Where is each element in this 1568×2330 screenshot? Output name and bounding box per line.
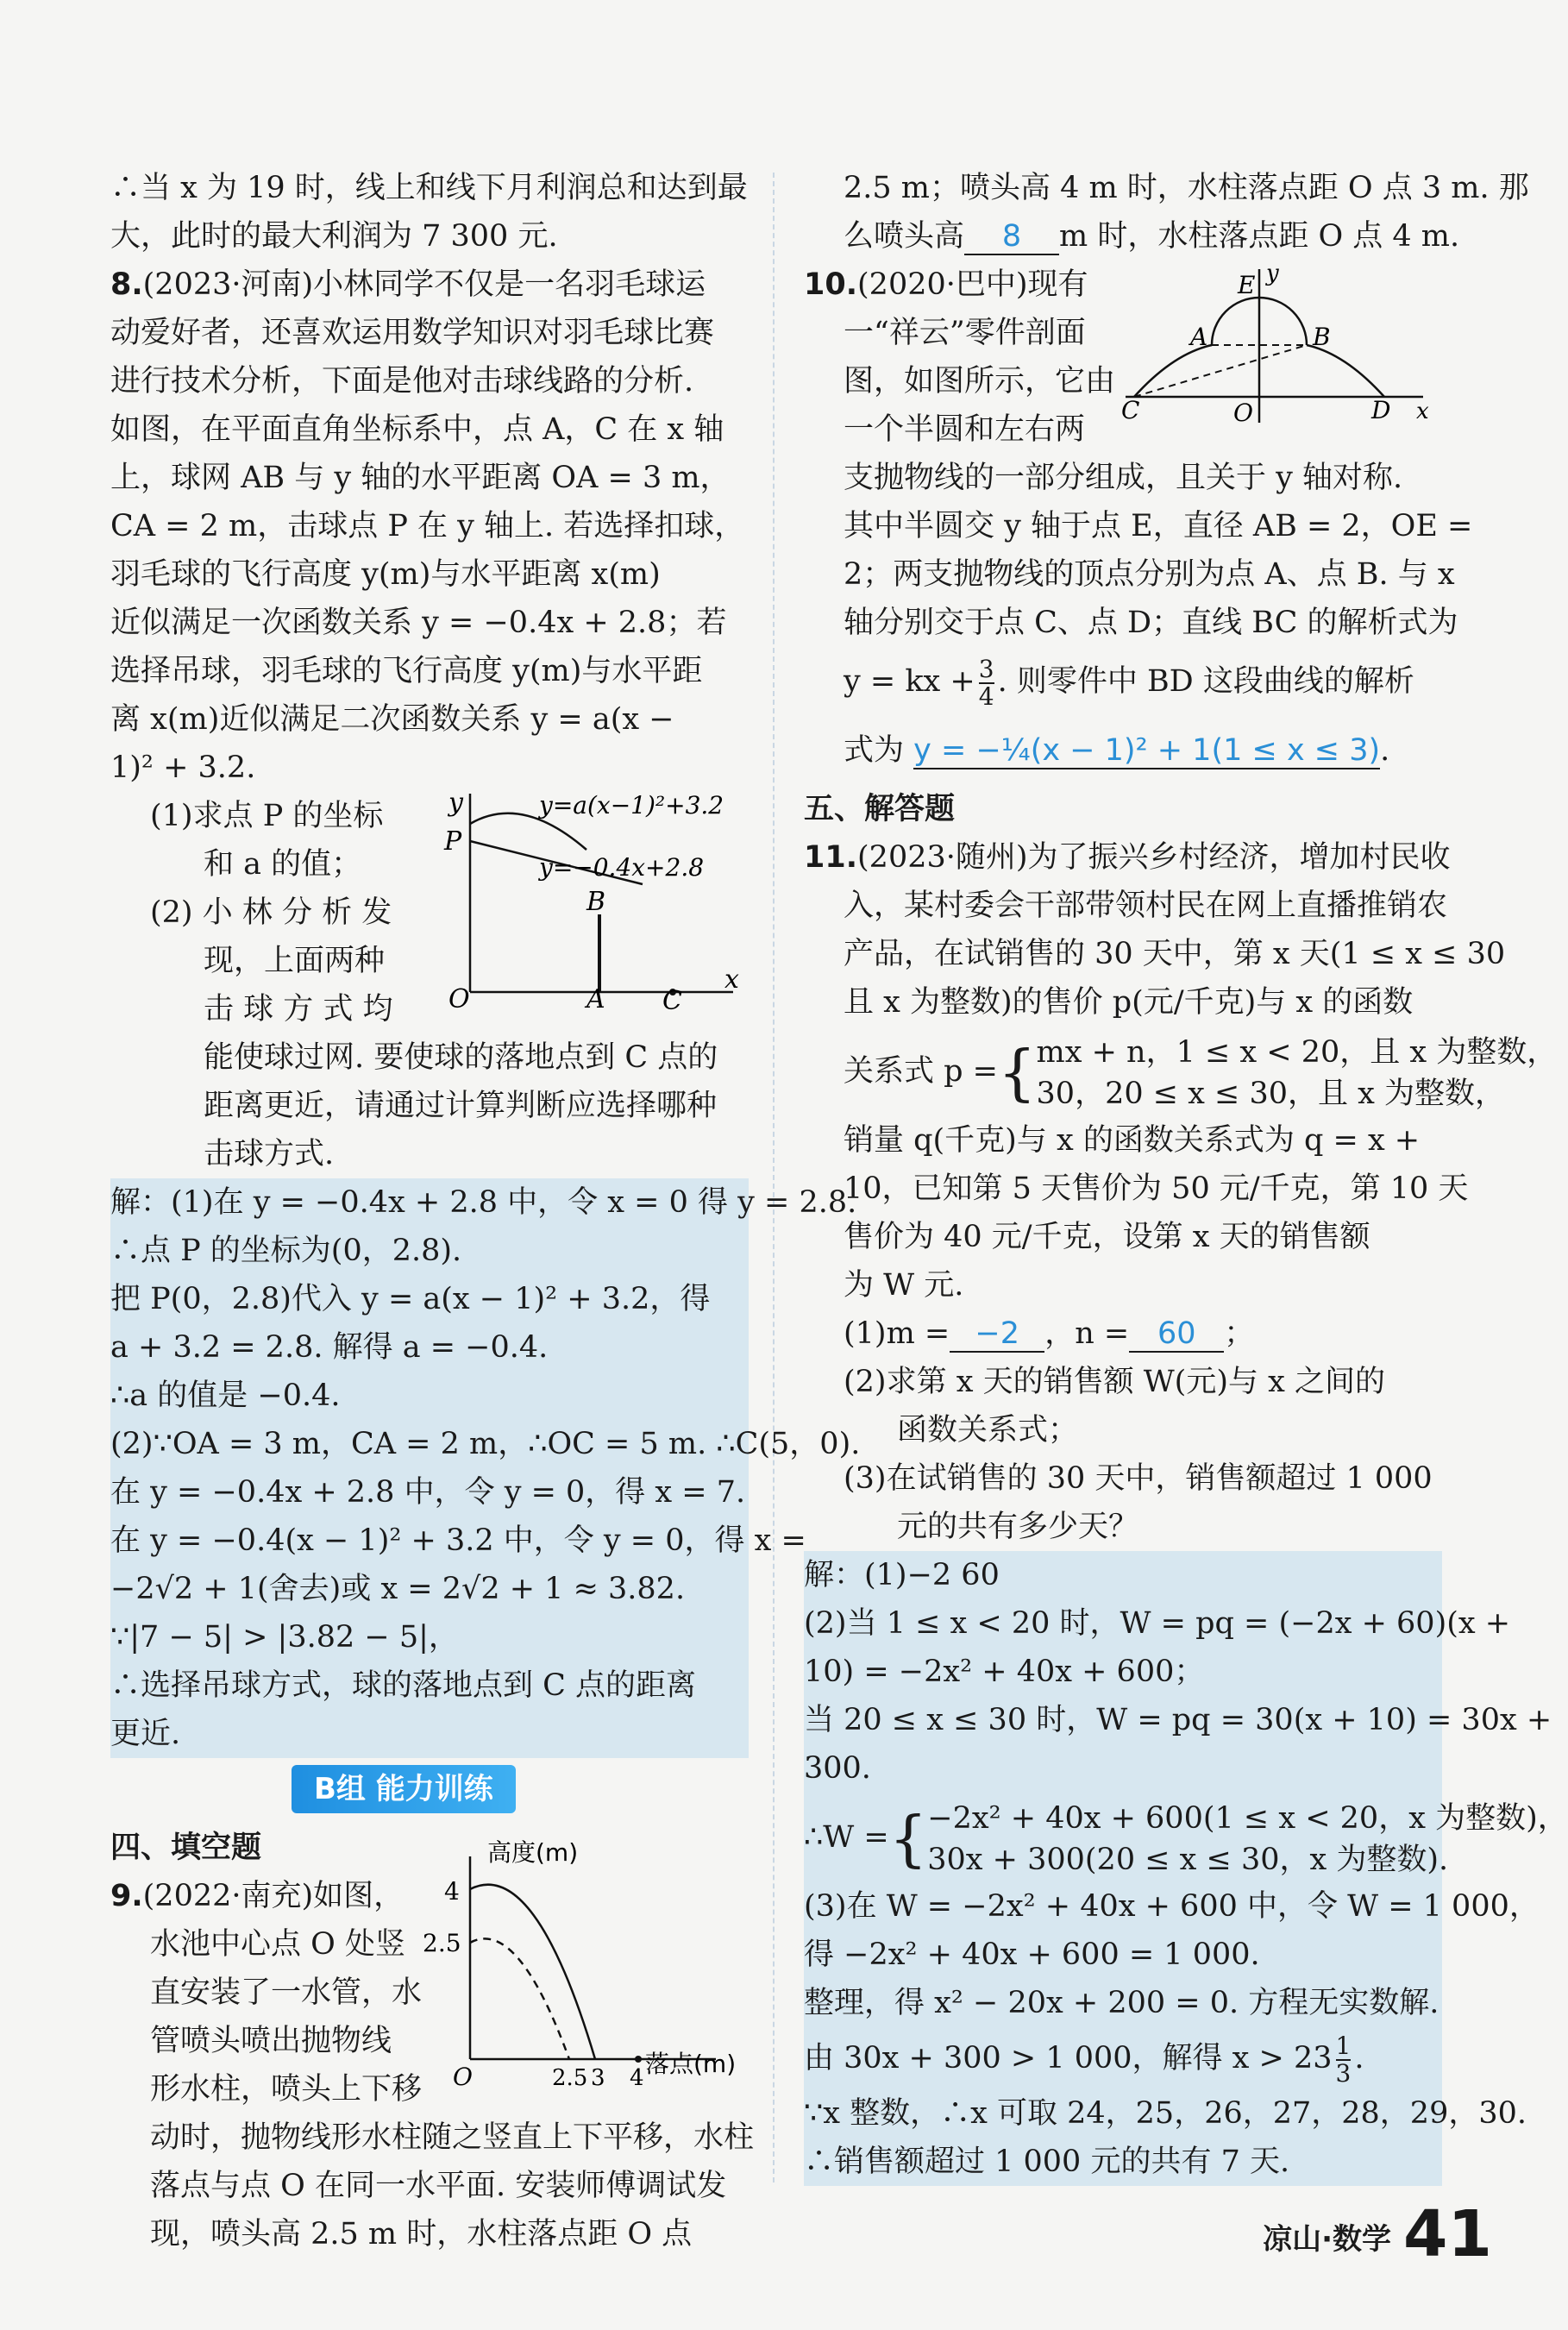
solution-line: 当 20 ≤ x ≤ 30 时，W = pq = 30(x + 10) = 30x + bbox=[804, 1703, 1552, 1737]
q8-line: CA = 2 m，击球点 P 在 y 轴上. 若选择扣球， bbox=[110, 509, 745, 543]
q8-part: 距离更近，请通过计算判断应选择哪种 bbox=[204, 1089, 718, 1123]
x-tick-3: 3 bbox=[591, 2065, 605, 2091]
q11-line: (2023·随州)为了振兴乡村经济，增加村民收 bbox=[857, 840, 1451, 875]
q11-text: ，n = bbox=[1044, 1316, 1130, 1351]
section-banner: B组 能力训练 bbox=[292, 1765, 516, 1813]
q8-line: 动爱好者，还喜欢运用数学知识对羽毛球比赛 bbox=[110, 316, 715, 350]
q9-line: 管喷头喷出抛物线 bbox=[150, 2024, 392, 2058]
solid-parabola bbox=[470, 1885, 595, 2059]
solution-line: (3)在 W = −2x² + 40x + 600 中，令 W = 1 000， bbox=[804, 1889, 1540, 1924]
q10-line: 2；两支抛物线的顶点分别为点 A、点 B. 与 x bbox=[844, 557, 1455, 592]
page-number: 41 bbox=[1403, 2197, 1492, 2271]
question-number: 11. bbox=[804, 840, 858, 875]
right-column bbox=[804, 164, 1568, 2186]
q9-cont-text: 么喷头高 bbox=[844, 219, 965, 254]
point-d-label: D bbox=[1371, 396, 1391, 424]
origin-label: O bbox=[448, 984, 470, 1014]
q11-line: 产品，在试销售的 30 天中，第 x 天(1 ≤ x ≤ 30 bbox=[844, 937, 1506, 971]
fraction-numerator: 3 bbox=[978, 654, 994, 683]
answer-m: −2 bbox=[950, 1316, 1044, 1353]
q8-line: (2023·河南)小林同学不仅是一名羽毛球运 bbox=[142, 267, 706, 302]
q10-figure bbox=[1113, 259, 1440, 431]
q9-figure bbox=[423, 1839, 742, 2089]
origin-label: O bbox=[453, 2063, 473, 2091]
q8-line: 上，球网 AB 与 y 轴的水平距离 OA = 3 m， bbox=[110, 461, 731, 495]
intro-line: 大，此时的最大利润为 7 300 元. bbox=[110, 219, 558, 254]
fraction-numerator: 1 bbox=[1335, 2031, 1352, 2060]
q11-line: 销量 q(千克)与 x 的函数关系式为 q = x + bbox=[844, 1123, 1421, 1158]
x-tick-4: 4 bbox=[630, 2065, 644, 2091]
solution-text: . bbox=[1354, 2041, 1364, 2076]
solution-line: ∵|7 − 5| > |3.82 − 5|， bbox=[110, 1620, 459, 1655]
q10-text: y = kx + bbox=[844, 664, 975, 699]
x-label: x bbox=[724, 964, 739, 995]
brace: { bbox=[997, 1037, 1037, 1108]
q11-line: 为 W 元. bbox=[844, 1268, 964, 1303]
solution-line: (2)∵OA = 3 m，CA = 2 m，∴OC = 5 m. ∴C(5，0). bbox=[110, 1427, 861, 1461]
case-line: 30，20 ≤ x ≤ 30，且 x 为整数， bbox=[1036, 1076, 1506, 1111]
fraction-denominator: 3 bbox=[1335, 2058, 1352, 2088]
q8-line: 近似满足一次函数关系 y = −0.4x + 2.8；若 bbox=[110, 606, 727, 640]
solution-line: a + 3.2 = 2.8. 解得 a = −0.4. bbox=[110, 1330, 549, 1365]
q8-line: 1)² + 3.2. bbox=[110, 750, 256, 785]
q9-line: 落点与点 O 在同一水平面. 安装师傅调试发 bbox=[150, 2169, 727, 2203]
q11-line: 入，某村委会干部带领村民在网上直播推销农 bbox=[844, 889, 1448, 923]
brace: { bbox=[888, 1803, 928, 1875]
q11-part: (2)求第 x 天的销售额 W(元)与 x 之间的 bbox=[844, 1365, 1385, 1399]
solution-line: 解：(1)−2 60 bbox=[804, 1558, 1000, 1592]
q8-part: 能使球过网. 要使球的落地点到 C 点的 bbox=[204, 1040, 718, 1075]
solution-line: ∴点 P 的坐标为(0，2.8). bbox=[110, 1234, 462, 1268]
q11-line: 且 x 为整数)的售价 p(元/千克)与 x 的函数 bbox=[844, 985, 1414, 1020]
solution-line: 把 P(0，2.8)代入 y = a(x − 1)² + 3.2，得 bbox=[110, 1282, 711, 1316]
q8-part: (2) 小 林 分 析 发 bbox=[150, 895, 392, 930]
q8-line: 羽毛球的飞行高度 y(m)与水平距离 x(m) bbox=[110, 557, 661, 592]
case-line: mx + n，1 ≤ x < 20，且 x 为整数， bbox=[1036, 1034, 1558, 1070]
solution-line: 得 −2x² + 40x + 600 = 1 000. bbox=[804, 1937, 1260, 1972]
q11-text: 关系式 p = bbox=[844, 1054, 998, 1089]
column-divider bbox=[773, 173, 775, 2182]
intro-line: ∴当 x 为 19 时，线上和线下月利润总和达到最 bbox=[110, 171, 748, 205]
right-parabola bbox=[1307, 345, 1384, 397]
case-line: 30x + 300(20 ≤ x ≤ 30，x 为整数). bbox=[927, 1842, 1449, 1877]
q8-figure bbox=[414, 776, 742, 1016]
piecewise bbox=[927, 1798, 1567, 1881]
solution-line: 解：(1)在 y = −0.4x + 2.8 中，令 x = 0 得 y = 2.8. bbox=[110, 1185, 857, 1220]
q8-solution bbox=[110, 1178, 861, 1758]
solution-line: ∴选择吊球方式，球的落地点到 C 点的距离 bbox=[110, 1668, 697, 1703]
q11-text: (1)m = bbox=[844, 1316, 950, 1351]
question-number: 8. bbox=[110, 267, 143, 302]
solution-line: ∵x 整数，∴x 可取 24，25，26，27，28，29，30. bbox=[804, 2096, 1527, 2131]
q10-line: (2020·巴中)现有 bbox=[857, 267, 1088, 302]
point-c-label: C bbox=[1121, 396, 1140, 424]
y-tick-2-5: 2.5 bbox=[423, 1929, 461, 1957]
q8-part: 和 a 的值； bbox=[204, 847, 362, 882]
line-equation: y=−0.4x+2.8 bbox=[539, 853, 705, 882]
solution-line: 在 y = −0.4x + 2.8 中，令 y = 0，得 x = 7. bbox=[110, 1475, 746, 1510]
q11-part: 函数关系式； bbox=[897, 1413, 1079, 1448]
point-b-label: B bbox=[586, 887, 606, 917]
solution-line: ∴销售额超过 1 000 元的共有 7 天. bbox=[804, 2145, 1290, 2179]
point-a-label: A bbox=[1190, 323, 1208, 351]
q10-line: 轴分别交于点 C、点 D；直线 BC 的解析式为 bbox=[844, 606, 1458, 640]
q11-line: 售价为 40 元/千克，设第 x 天的销售额 bbox=[844, 1220, 1370, 1254]
section-heading: 五、解答题 bbox=[804, 792, 956, 826]
y-label: y bbox=[448, 788, 463, 818]
q9-line: (2022·南充)如图， bbox=[142, 1879, 405, 1913]
answer-n: 60 bbox=[1129, 1316, 1224, 1353]
point-a-label: A bbox=[586, 984, 605, 1014]
y-label: y bbox=[1266, 261, 1279, 286]
fraction bbox=[1336, 2033, 1352, 2087]
x-tick-2-5: 2.5 bbox=[552, 2065, 588, 2091]
question-number: 10. bbox=[804, 267, 858, 302]
q9-line: 形水柱，喷头上下移 bbox=[150, 2072, 423, 2107]
q9-cont-text: m 时，水柱落点距 O 点 4 m. bbox=[1059, 219, 1460, 254]
q10-text: . 则零件中 BD 这段曲线的解析 bbox=[997, 664, 1414, 699]
solution-line: (2)当 1 ≤ x < 20 时，W = pq = (−2x + 60)(x + bbox=[804, 1606, 1511, 1641]
solution-line: 300. bbox=[804, 1751, 871, 1786]
piecewise bbox=[1037, 1032, 1558, 1115]
q8-line: 如图，在平面直角坐标系中，点 A，C 在 x 轴 bbox=[110, 412, 724, 447]
page-footer bbox=[1263, 2197, 1492, 2271]
q10-line: 一“祥云”零件剖面 bbox=[844, 316, 1086, 350]
y-tick-4: 4 bbox=[444, 1877, 460, 1906]
solution-line: ∴a 的值是 −0.4. bbox=[110, 1379, 341, 1413]
q8-part: 现，上面两种 bbox=[204, 944, 386, 978]
x-axis-label: 落点(m) bbox=[645, 2050, 737, 2078]
point-e-label: E bbox=[1238, 271, 1256, 299]
q9-answer: 8 bbox=[964, 219, 1059, 255]
q10-line: 图，如图所示，它由 bbox=[844, 364, 1116, 399]
section-heading: 四、填空题 bbox=[110, 1831, 262, 1865]
q9-line: 现，喷头高 2.5 m 时，水柱落点距 O 点 bbox=[150, 2217, 693, 2251]
fraction bbox=[979, 656, 994, 710]
landing-point bbox=[635, 2056, 642, 2063]
q10-line: 支抛物线的一部分组成，且关于 y 轴对称. bbox=[844, 461, 1403, 495]
q8-part: (1)求点 P 的坐标 bbox=[150, 799, 384, 833]
q8-part: 击球方式. bbox=[204, 1137, 335, 1171]
question-number: 9. bbox=[110, 1879, 143, 1913]
q11-part: 元的共有多少天？ bbox=[897, 1510, 1139, 1544]
q10-line: 一个半圆和左右两 bbox=[844, 412, 1086, 447]
left-parabola bbox=[1134, 345, 1212, 397]
point-c-label: C bbox=[662, 986, 682, 1016]
dashed-parabola bbox=[470, 1938, 569, 2059]
q11-solution bbox=[804, 1551, 1568, 2186]
q11-text: ； bbox=[1224, 1316, 1255, 1351]
footer-subject: 凉山·数学 bbox=[1263, 2222, 1392, 2257]
solution-line: −2√2 + 1(舍去)或 x = 2√2 + 1 ≈ 3.82. bbox=[110, 1572, 686, 1606]
solution-line: 10) = −2x² + 40x + 600； bbox=[804, 1655, 1205, 1689]
fraction-denominator: 4 bbox=[978, 681, 994, 711]
solution-text: 由 30x + 300 > 1 000，解得 x > 23 bbox=[804, 2041, 1333, 2076]
q11-part: (3)在试销售的 30 天中，销售额超过 1 000 bbox=[844, 1461, 1433, 1496]
curve-equation: y=a(x−1)²+3.2 bbox=[539, 791, 724, 820]
q9-line: 动时，抛物线形水柱随之竖直上下平移，水柱 bbox=[150, 2120, 755, 2155]
x-label: x bbox=[1416, 399, 1429, 424]
q8-line: 选择吊球，羽毛球的飞行高度 y(m)与水平距 bbox=[110, 654, 703, 688]
q8-line: 离 x(m)近似满足二次函数关系 y = a(x − bbox=[110, 702, 674, 737]
q9-line: 直安装了一水管，水 bbox=[150, 1975, 423, 2010]
solution-line: 在 y = −0.4(x − 1)² + 3.2 中，令 y = 0，得 x = bbox=[110, 1523, 806, 1558]
q8-line: 进行技术分析，下面是他对击球线路的分析. bbox=[110, 364, 694, 399]
solution-line: 更近. bbox=[110, 1717, 181, 1751]
q10-answer: y = −¼(x − 1)² + 1(1 ≤ x ≤ 3) bbox=[913, 733, 1381, 768]
case-line: −2x² + 40x + 600(1 ≤ x < 20，x 为整数)， bbox=[927, 1800, 1568, 1836]
y-axis-label: 高度(m) bbox=[487, 1838, 579, 1867]
point-p-label: P bbox=[444, 826, 462, 857]
point-b-label: B bbox=[1313, 323, 1331, 351]
origin-label: O bbox=[1233, 399, 1253, 427]
q8-part: 击 球 方 式 均 bbox=[204, 992, 393, 1027]
q10-line: 其中半圆交 y 轴于点 E，直径 AB = 2，OE = bbox=[844, 509, 1473, 543]
question-11 bbox=[804, 833, 1568, 2186]
q9-line: 水池中心点 O 处竖 bbox=[150, 1927, 405, 1962]
solution-text: ∴W = bbox=[804, 1820, 889, 1855]
q10-text: 式为 bbox=[844, 733, 905, 768]
q10-text: . bbox=[1380, 733, 1390, 768]
q11-line: 10，已知第 5 天售价为 50 元/千克，第 10 天 bbox=[844, 1171, 1469, 1206]
solution-line: 整理，得 x² − 20x + 200 = 0. 方程无实数解. bbox=[804, 1986, 1439, 2020]
q9-cont-line: 2.5 m；喷头高 4 m 时，水柱落点距 O 点 3 m. 那 bbox=[844, 171, 1529, 205]
